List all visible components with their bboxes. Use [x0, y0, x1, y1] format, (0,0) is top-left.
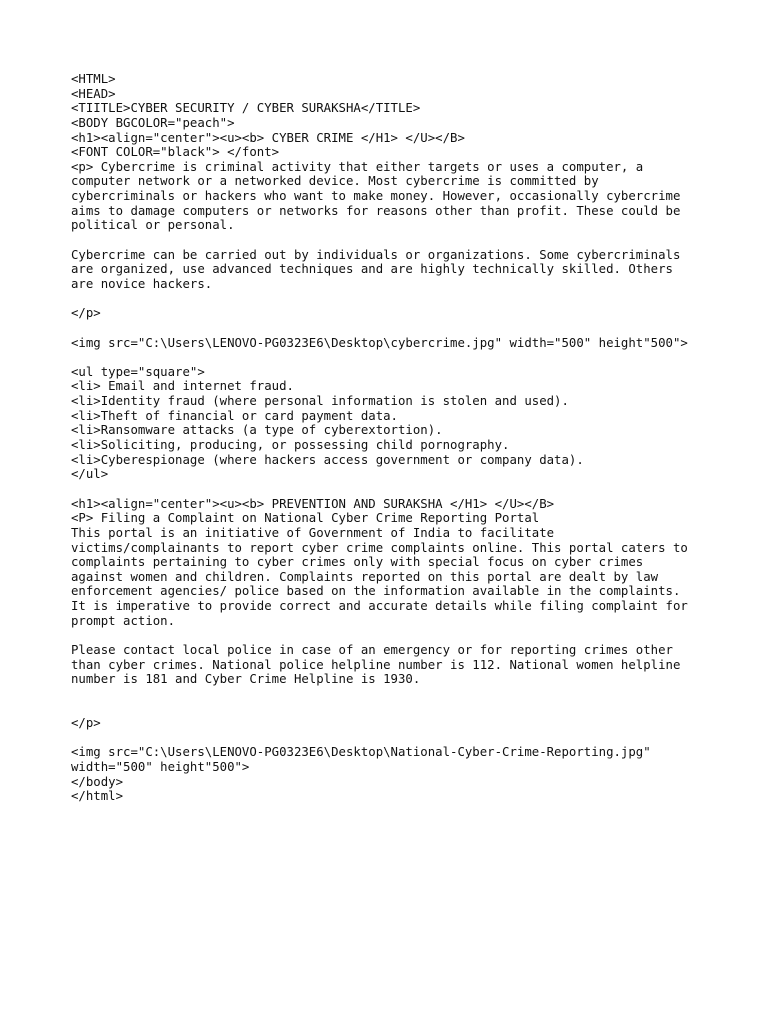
source-line: <img src="C:\Users\LENOVO-PG0323E6\Desktop\cybercrime.jpg" width="500" height"500"> [71, 335, 688, 350]
source-line: <li>Ransomware attacks (a type of cyberextortion). [71, 423, 443, 438]
source-line: <h1><align="center"><u><b> PREVENTION AND SURAKSHA </H1> </U></B> [71, 496, 555, 511]
source-line: This portal is an initiative of Government of India to facilitate [71, 525, 555, 540]
source-line: aims to damage computers or networks for reasons other than profit. These could be [71, 203, 681, 218]
source-line [71, 687, 688, 702]
source-line: <HTML> [71, 72, 116, 86]
source-line: number is 181 and Cyber Crime Helpline is 1930. [71, 672, 421, 687]
source-line: <h1><align="center"><u><b> CYBER CRIME </H1> </U></B> [71, 130, 465, 145]
source-line: computer network or a networked device. Most cybercrime is committed by [71, 174, 599, 189]
source-line: <li>Identity fraud (where personal information is stolen and used). [71, 394, 569, 409]
source-line: against women and children. Complaints reported on this portal are dealt by law [71, 569, 659, 584]
source-line [71, 292, 688, 307]
source-line: </html> [71, 789, 124, 804]
source-line: </p> [71, 716, 101, 731]
source-line: <img src="C:\Users\LENOVO-PG0323E6\Desktop\National-Cyber-Crime-Reporting.jpg" [71, 745, 651, 760]
source-line: <P> Filing a Complaint on National Cyber Crime Reporting Portal [71, 511, 540, 526]
source-line: <li>Theft of financial or card payment data. [71, 408, 398, 423]
source-line: cybercriminals or hackers who want to make money. However, occasionally cybercrime [71, 189, 681, 204]
source-line: <p> Cybercrime is criminal activity that either targets or uses a computer, a [71, 159, 644, 174]
source-line: </ul> [71, 467, 109, 482]
source-line: complaints pertaining to cyber crimes only with special focus on cyber crimes [71, 555, 644, 570]
source-line: <TIITLE>CYBER SECURITY / CYBER SURAKSHA</TITLE> [71, 101, 421, 116]
html-source-text [71, 72, 688, 804]
source-line: <li>Cyberespionage (where hackers access government or company data). [71, 452, 584, 467]
source-line [71, 233, 688, 248]
source-line: <BODY BGCOLOR="peach"> [71, 115, 235, 130]
source-line: <ul type="square"> [71, 364, 205, 379]
source-line: Cybercrime can be carried out by individuals or organizations. Some cybercriminals [71, 247, 681, 262]
source-line: than cyber crimes. National police helpline number is 112. National women helpline [71, 657, 681, 672]
source-line: width="500" height"500"> [71, 760, 250, 775]
source-line [71, 321, 688, 336]
source-line: prompt action. [71, 613, 176, 628]
source-line: <FONT COLOR="black"> </font> [71, 145, 280, 160]
source-line [71, 350, 688, 365]
source-line [71, 482, 688, 497]
source-line: political or personal. [71, 218, 235, 233]
source-line: enforcement agencies/ police based on the information available in the complaints. [71, 584, 681, 599]
source-line: <HEAD> [71, 86, 116, 101]
source-line: </p> [71, 306, 101, 321]
source-line: victims/complainants to report cyber crime complaints online. This portal caters to [71, 540, 688, 555]
source-line: </body> [71, 774, 124, 789]
source-line [71, 731, 688, 746]
source-line [71, 628, 688, 643]
source-line [71, 702, 688, 717]
source-line: Please contact local police in case of an emergency or for reporting crimes other [71, 642, 673, 657]
source-line: It is imperative to provide correct and accurate details while filing complaint for [71, 599, 688, 614]
source-line: are organized, use advanced techniques and are highly technically skilled. Others [71, 262, 673, 277]
source-line: are novice hackers. [71, 276, 213, 291]
source-line: <li>Soliciting, producing, or possessing child pornography. [71, 438, 510, 453]
source-line: <li> Email and internet fraud. [71, 379, 294, 394]
